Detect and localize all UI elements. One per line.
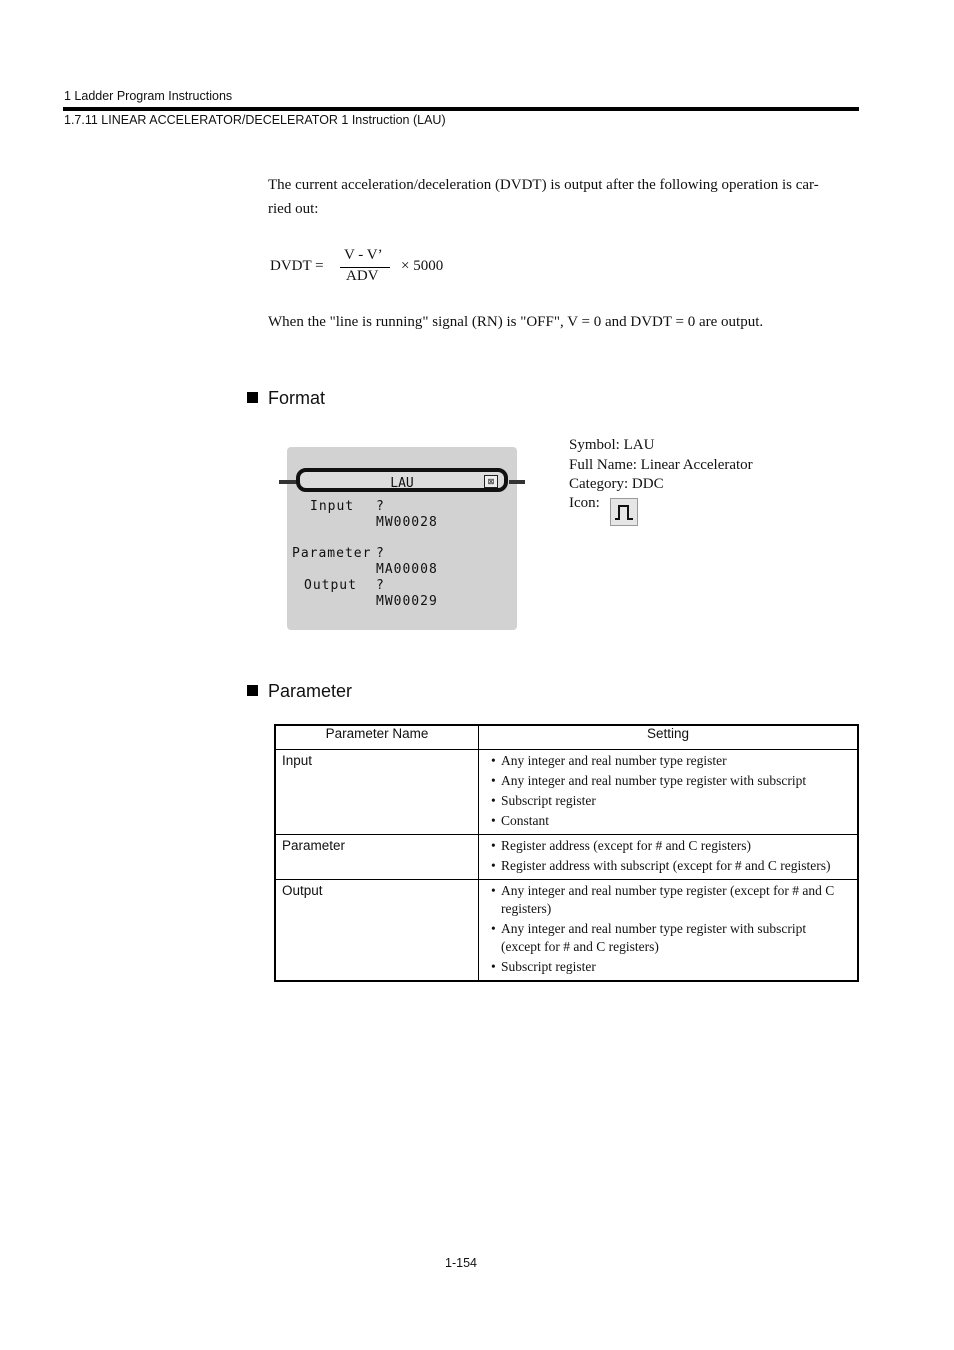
- right-wire: [509, 480, 525, 484]
- setting-item: • Any integer and real number type register (except for # and C registers): [491, 882, 847, 918]
- parameter-heading-text: Parameter: [268, 681, 353, 701]
- row-name: Output: [275, 880, 479, 982]
- format-heading-text: Format: [268, 388, 326, 408]
- output-label: Output: [304, 578, 357, 593]
- instruction-box: [296, 468, 508, 492]
- row-name: Input: [275, 750, 479, 835]
- lau-ladder-block: [287, 447, 517, 630]
- header-rule: [63, 107, 859, 111]
- pulse-icon: [610, 498, 638, 526]
- table-header-row: [275, 725, 858, 750]
- info-symbol: Symbol: LAU: [569, 437, 655, 453]
- page-number: 1-154: [445, 1256, 477, 1270]
- intro-line-1: The current acceleration/deceleration (DVDT) is output after the following operation is car-: [268, 177, 819, 193]
- formula-numerator: V - V’: [344, 247, 383, 263]
- table-row: [275, 750, 858, 835]
- input-label: Input: [310, 499, 355, 514]
- parameter-register: MA00008: [376, 562, 438, 577]
- setting-item: • Any integer and real number type register with subscript (except for # and C registers): [491, 920, 847, 956]
- format-heading: [247, 388, 325, 409]
- square-bullet-icon: [247, 685, 258, 696]
- expand-icon: ⊠: [484, 475, 498, 488]
- row-settings: [479, 835, 859, 880]
- parameter-heading: [247, 681, 352, 702]
- column-header-name: Parameter Name: [275, 725, 479, 750]
- setting-item: • Register address (except for # and C registers): [491, 837, 847, 855]
- row-settings: [479, 750, 859, 835]
- input-register: MW00028: [376, 515, 438, 530]
- table-row: [275, 835, 858, 880]
- parameter-placeholder: ?: [376, 546, 385, 561]
- header-section: 1 Ladder Program Instructions: [64, 89, 233, 103]
- row-settings: [479, 880, 859, 982]
- input-placeholder: ?: [376, 499, 385, 514]
- table-row: [275, 880, 858, 982]
- row-name: Parameter: [275, 835, 479, 880]
- intro-paragraph: [268, 173, 819, 221]
- dvdt-formula: [270, 246, 470, 290]
- formula-denominator: ADV: [346, 268, 379, 284]
- setting-item: • Constant: [491, 812, 847, 830]
- output-register: MW00029: [376, 594, 438, 609]
- parameter-table: [274, 724, 859, 982]
- header-subsection: 1.7.11 LINEAR ACCELERATOR/DECELERATOR 1 Instruction (LAU): [64, 113, 446, 127]
- info-icon-label: Icon:: [569, 495, 600, 511]
- square-bullet-icon: [247, 392, 258, 403]
- setting-item: • Any integer and real number type register with subscript: [491, 772, 847, 790]
- setting-item: • Register address with subscript (except for # and C registers): [491, 857, 847, 875]
- formula-multiplier: × 5000: [401, 258, 444, 274]
- info-category: Category: DDC: [569, 476, 664, 492]
- setting-item: • Any integer and real number type register: [491, 752, 847, 770]
- instruction-name: LAU: [390, 476, 414, 491]
- formula-lhs: DVDT =: [270, 258, 324, 274]
- column-header-setting: Setting: [479, 725, 859, 750]
- parameter-label: Parameter: [292, 546, 372, 561]
- running-signal-note: When the "line is running" signal (RN) is "OFF", V = 0 and DVDT = 0 are output.: [268, 314, 764, 330]
- setting-item: • Subscript register: [491, 958, 847, 976]
- intro-line-2: ried out:: [268, 201, 319, 217]
- setting-item: • Subscript register: [491, 792, 847, 810]
- output-placeholder: ?: [376, 578, 385, 593]
- info-full-name: Full Name: Linear Accelerator: [569, 457, 753, 473]
